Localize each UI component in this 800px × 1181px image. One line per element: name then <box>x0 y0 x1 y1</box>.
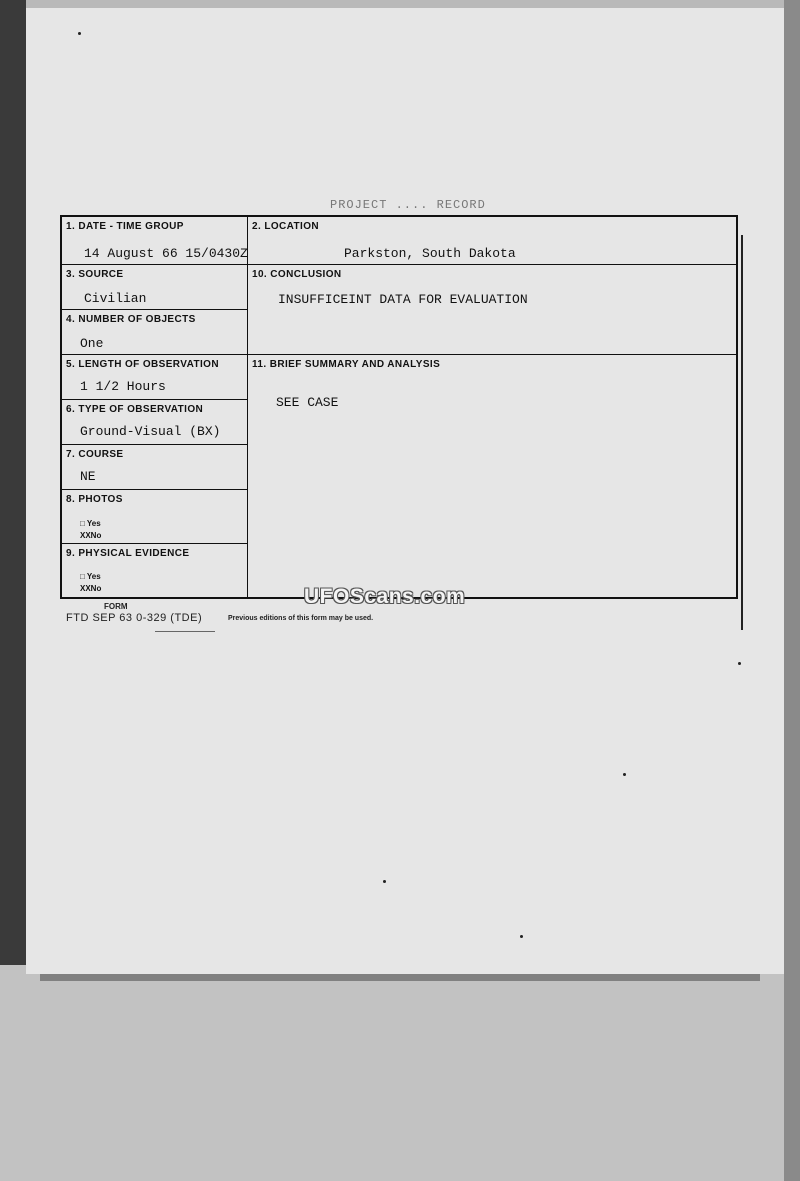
photos-cell <box>62 489 248 543</box>
summary-value: SEE CASE <box>276 395 339 410</box>
dust-speck <box>78 32 81 35</box>
conclusion-label: 10. CONCLUSION <box>252 269 342 280</box>
footer-form-word: FORM <box>104 602 128 611</box>
conclusion-cell <box>248 264 736 354</box>
course-value: NE <box>80 469 96 484</box>
date-time-label: 1. DATE - TIME GROUP <box>66 221 184 232</box>
type-of-observation-label: 6. TYPE OF OBSERVATION <box>66 404 204 415</box>
dust-speck <box>520 935 523 938</box>
scan-right-edge <box>784 0 800 1181</box>
watermark: UFOScans.com <box>304 585 466 608</box>
dust-speck <box>623 773 626 776</box>
form-header: PROJECT .... RECORD <box>330 198 486 212</box>
margin-rule <box>741 235 743 630</box>
length-of-observation-label: 5. LENGTH OF OBSERVATION <box>66 359 219 370</box>
dust-speck <box>383 880 386 883</box>
physical-evidence-yes-checkbox: □ Yes <box>80 572 101 581</box>
course-label: 7. COURSE <box>66 449 124 460</box>
conclusion-value: INSUFFICEINT DATA FOR EVALUATION <box>278 292 528 307</box>
number-of-objects-label: 4. NUMBER OF OBJECTS <box>66 314 196 325</box>
scan-left-edge <box>0 0 26 970</box>
type-of-observation-value: Ground-Visual (BX) <box>80 424 221 439</box>
date-time-value: 14 August 66 15/0430Z <box>84 246 248 261</box>
physical-evidence-cell <box>62 543 248 597</box>
footer-form-id: FTD SEP 63 0-329 (TDE) <box>66 612 203 624</box>
photos-yes-checkbox: □ Yes <box>80 519 101 528</box>
summary-cell <box>248 354 736 597</box>
location-cell <box>248 217 736 264</box>
record-form <box>60 215 738 599</box>
photos-label: 8. PHOTOS <box>66 494 123 505</box>
type-of-observation-cell <box>62 399 248 444</box>
physical-evidence-label: 9. PHYSICAL EVIDENCE <box>66 548 190 559</box>
number-of-objects-cell <box>62 309 248 354</box>
course-cell <box>62 444 248 489</box>
location-value: Parkston, South Dakota <box>344 246 516 261</box>
physical-evidence-no-checkbox: XXNo <box>80 584 102 593</box>
photos-no-checkbox: XXNo <box>80 531 102 540</box>
source-value: Civilian <box>84 291 147 306</box>
source-label: 3. SOURCE <box>66 269 124 280</box>
length-of-observation-value: 1 1/2 Hours <box>80 379 166 394</box>
source-cell <box>62 264 248 309</box>
location-label: 2. LOCATION <box>252 221 319 232</box>
number-of-objects-value: One <box>80 336 104 351</box>
date-time-cell <box>62 217 248 264</box>
footer-underline <box>155 631 215 632</box>
length-of-observation-cell <box>62 354 248 399</box>
summary-label: 11. BRIEF SUMMARY AND ANALYSIS <box>252 359 441 370</box>
footer-note: Previous editions of this form may be used. <box>228 615 374 622</box>
scan-bottom-sheet <box>0 965 800 1181</box>
dust-speck <box>738 662 741 665</box>
